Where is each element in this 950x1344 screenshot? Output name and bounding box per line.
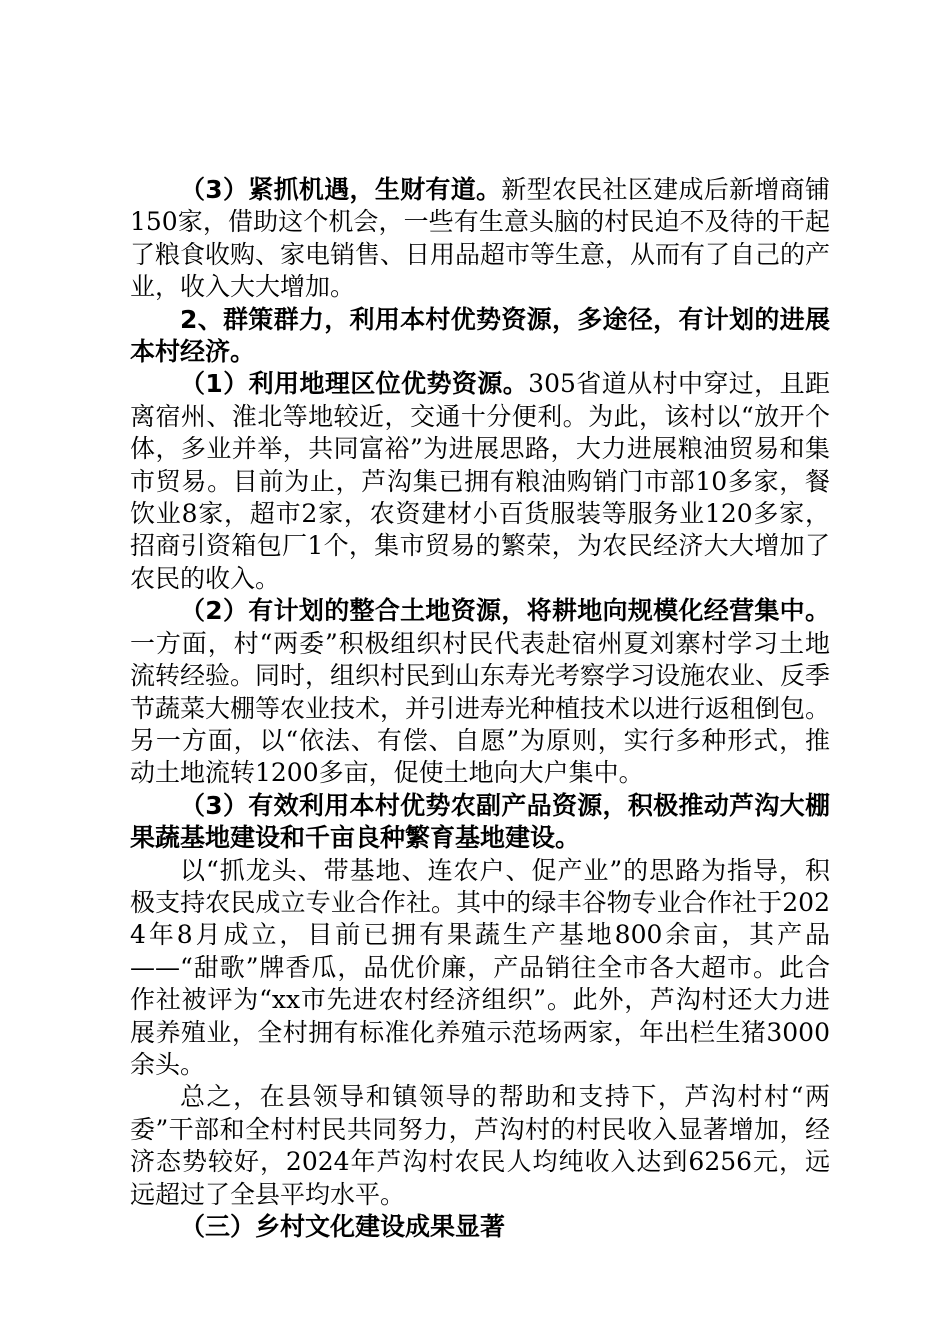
paragraph-land-resources <box>130 595 830 789</box>
paragraph-lead: （2）有计划的整合土地资源，将耕地向规模化经营集中。 <box>180 596 830 626</box>
heading-text: （3）有效利用本村优势农副产品资源，积极推动芦沟大棚果蔬基地建设和千亩良种繁育基地建设。 <box>130 790 830 853</box>
paragraph-cooperative <box>130 855 830 1082</box>
section-heading-collective-effort <box>130 304 830 369</box>
heading-text: （三）乡村文化建设成果显著 <box>180 1212 506 1241</box>
section-heading-culture <box>130 1211 830 1243</box>
paragraph-geographic-advantage <box>130 368 830 595</box>
paragraph-body: 总之，在县领导和镇领导的帮助和支持下，芦沟村村“两委”干部和全村村民共同努力，芦沟村的村民收入显著增加，经济态势较好，2024年芦沟村农民人均纯收入达到6256元，远远超过了全县平均水平。 <box>130 1082 830 1209</box>
paragraph-lead: （3）紧抓机遇，生财有道。 <box>180 175 502 204</box>
paragraph-body: 新型农民社区建成后新增商铺150家，借助这个机会，一些有生意头脑的村民迫不及待的干起了粮食收购、家电销售、日用品超市等生意，从而有了自己的产业，收入大大增加。 <box>130 175 831 302</box>
paragraph-lead: （1）利用地理区位优势资源。 <box>180 369 529 399</box>
paragraph-seize-opportunity <box>130 174 830 304</box>
document-page <box>130 174 830 1243</box>
heading-text: 2、群策群力，利用本村优势资源，多途径，有计划的进展本村经济。 <box>130 304 830 367</box>
paragraph-body: 305省道从村中穿过，且距离宿州、淮北等地较近，交通十分便利。为此，该村以“放开个体，多业并举，共同富裕”为进展思路，大力进展粮油贸易和集市贸易。目前为止，芦沟集已拥有粮油购销门市部10多家，餐饮业8家，超市2家，农资建材小百货服装等服务业120多家，招商引资箱包厂1个，集市贸易的繁荣，为农民经济大大增加了农民的收入。 <box>130 369 831 593</box>
paragraph-summary <box>130 1081 830 1211</box>
paragraph-body: 一方面，村“两委”积极组织村民代表赴宿州夏刘寨村学习土地流转经验。同时，组织村民到山东寿光考察学习设施农业、反季节蔬菜大棚等农业技术，并引进寿光种植技术以进行返租倒包。另一方面，以“依法、有偿、自愿”为原则，实行多种形式，推动土地流转1200多亩，促使土地向大户集中。 <box>130 628 831 788</box>
section-heading-agricultural-products <box>130 790 830 855</box>
paragraph-body: 以“抓龙头、带基地、连农户、促产业”的思路为指导，积极支持农民成立专业合作社。其中的绿丰谷物专业合作社于2024年8月成立，目前已拥有果蔬生产基地800余亩，其产品——“甜歌”牌香瓜，品优价廉，产品销往全市各大超市。此合作社被评为“xx市先进农村经济组织”。此外，芦沟村还大力进展养殖业，全村拥有标准化养殖示范场两家，年出栏生猪3000余头。 <box>130 855 830 1079</box>
